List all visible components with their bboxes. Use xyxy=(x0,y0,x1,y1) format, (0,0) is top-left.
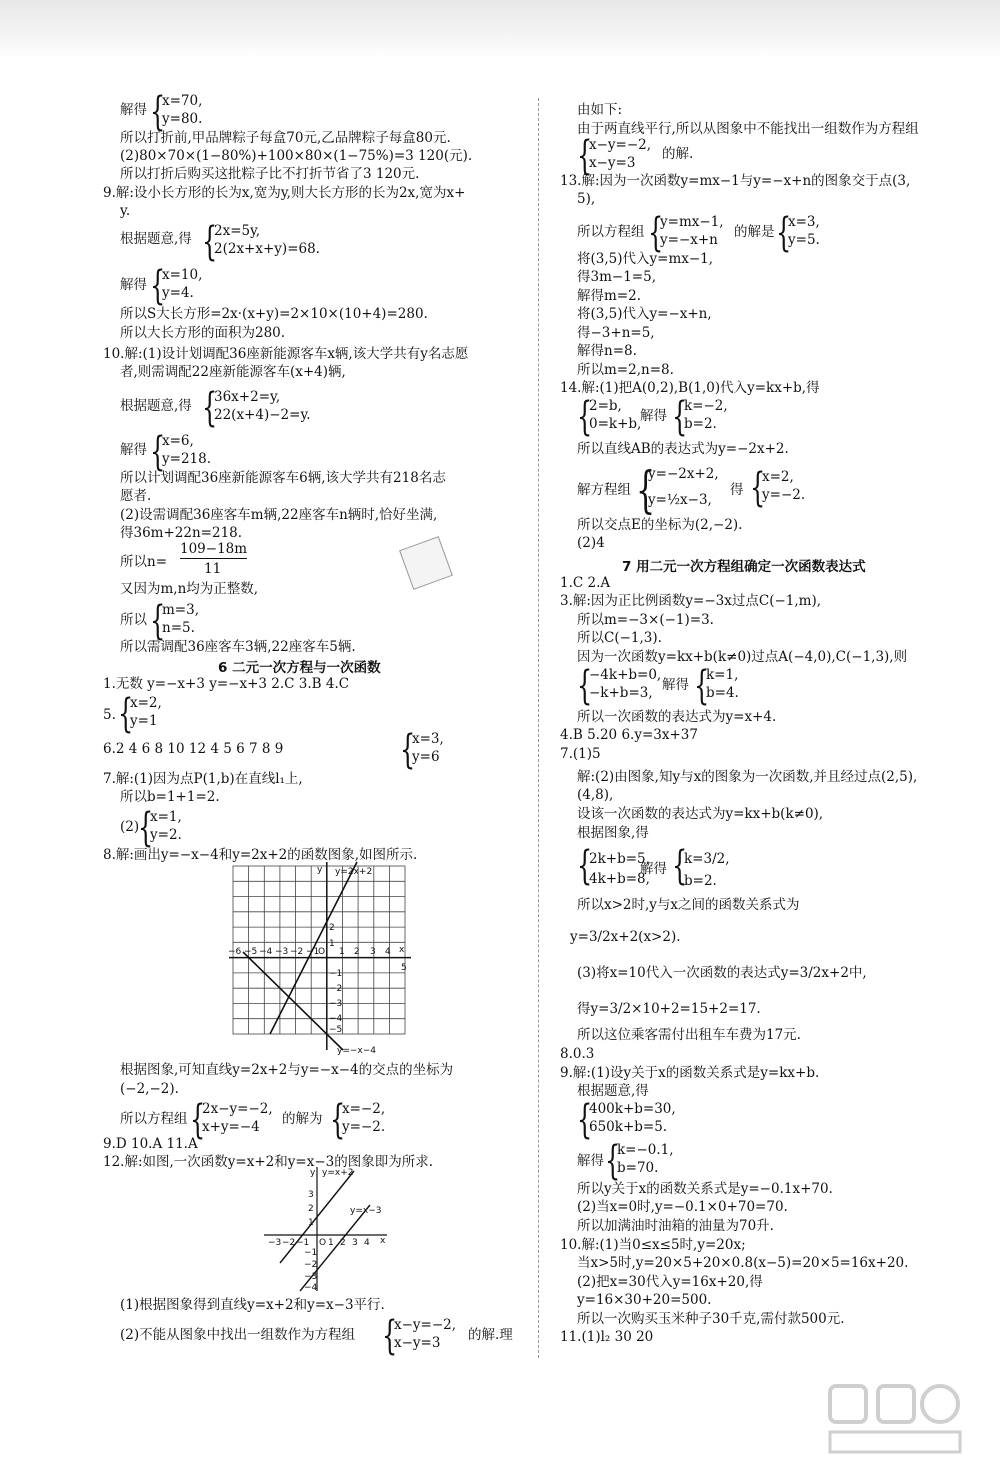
text-line: 解得 xyxy=(120,442,147,458)
text-line: 根据题意,得 xyxy=(120,231,192,247)
text-line: (3)将x=10代入一次函数的表达式y=3/2x+2中, xyxy=(577,965,867,981)
text-line: 由于两直线平行,所以从图象中不能找出一组数作为方程组 xyxy=(577,121,919,137)
graph-1 xyxy=(225,860,415,1055)
text-line: 所以m=−3×(−1)=3. xyxy=(577,612,714,628)
answer-8: 8.0.3 xyxy=(560,1046,595,1062)
svg-text:2: 2 xyxy=(340,1238,346,1248)
text-line: 所以S大长方形=2x·(x+y)=2×10×(10+4)=280. xyxy=(120,306,428,322)
text-line: 根据图象,可知直线y=2x+2与y=−x−4的交点的坐标为 xyxy=(120,1062,454,1078)
svg-text:−5: −5 xyxy=(329,1025,343,1035)
text-line: 所以方程组 xyxy=(577,224,645,240)
svg-text:−3: −3 xyxy=(329,999,343,1009)
svg-text:3: 3 xyxy=(308,1190,314,1200)
text-line: 的解.理 xyxy=(468,1327,513,1343)
answers-1-2: 1.C 2.A xyxy=(560,575,611,591)
text-line: (2)设需调配36座客车m辆,22座客车n辆时,恰好坐满, xyxy=(120,507,438,523)
text-line: 所以大长方形的面积为280. xyxy=(120,325,286,341)
text-line: 所以打折后购买这批粽子比不打折节省了3 120元. xyxy=(120,166,420,182)
svg-text:2: 2 xyxy=(354,947,360,957)
text-line: 所以n= xyxy=(120,554,168,570)
question-3: 3.解:因为正比例函数y=−3x过点C(−1,m), xyxy=(560,593,822,609)
section-title-6: 6 二元一次方程与一次函数 xyxy=(218,660,381,676)
axis-label: x xyxy=(399,945,405,955)
text-line: 解得 xyxy=(120,102,147,118)
question-9: 9.解:设小长方形的长为x,宽为y,则大长方形的长为2x,宽为x+ xyxy=(103,185,466,201)
text-line: 解得 xyxy=(577,1153,604,1169)
text-line: 所以b=1+1=2. xyxy=(120,789,220,805)
svg-text:−2: −2 xyxy=(329,984,343,994)
text-line: (2)不能从图象中找出一组数作为方程组 xyxy=(120,1327,356,1343)
text-line: 根据题意,得 xyxy=(120,398,192,414)
text-line: 得y=3/2×10+2=15+2=17. xyxy=(577,1001,761,1017)
svg-text:−5: −5 xyxy=(244,947,258,957)
graph-label: y=2x+2 xyxy=(335,867,373,877)
svg-text:−4: −4 xyxy=(259,947,273,957)
answer-5: 5. xyxy=(103,707,116,723)
text-line: 解:(2)由图象,知y与x的图象为一次函数,并且经过点(2,5), xyxy=(577,769,918,785)
text-line: 所以这位乘客需付出租车车费为17元. xyxy=(577,1027,801,1043)
text-line: 得−3+n=5, xyxy=(577,325,655,341)
svg-text:2: 2 xyxy=(308,1204,314,1214)
svg-text:x: x xyxy=(380,1236,386,1246)
fraction-numerator: 109−18m xyxy=(180,541,248,557)
text-line: 解得 xyxy=(640,408,667,424)
text-line: 愿者. xyxy=(120,488,152,504)
text-line: 所以x>2时,y与x之间的函数关系式为 xyxy=(577,897,800,913)
text-line: (2)把x=30代入y=16x+20,得 xyxy=(577,1274,763,1290)
svg-text:−4: −4 xyxy=(329,1014,343,1024)
section-title-7: 7 用二元一次方程组确定一次函数表达式 xyxy=(622,559,866,575)
svg-text:2: 2 xyxy=(329,923,335,933)
text-line: y=16×30+20=500. xyxy=(577,1292,712,1308)
text-line: (2)80×70×(1−80%)+100×80×(1−75%)=3 120(元). xyxy=(120,148,473,164)
svg-text:−2: −2 xyxy=(304,1260,318,1270)
line-y-neg-x-minus-4 xyxy=(243,952,343,1050)
text-line: 所以y关于x的函数关系式是y=−0.1x+70. xyxy=(577,1181,833,1197)
svg-text:4: 4 xyxy=(385,947,391,957)
text-line: 解方程组 xyxy=(577,482,631,498)
text-line: 所以 xyxy=(120,612,147,628)
scan-top-band xyxy=(0,0,1000,58)
text-line: 因为一次函数y=kx+b(k≠0)过点A(−4,0),C(−1,3),则 xyxy=(577,649,908,665)
answers-9-11: 9.D 10.A 11.A xyxy=(103,1136,198,1152)
answer-7-1: 7.(1)5 xyxy=(560,746,601,762)
text-line: 解得 xyxy=(640,861,667,877)
svg-text:y: y xyxy=(310,1168,316,1178)
question-12: 12.解:如图,一次函数y=x+2和y=x−3的图象即为所求. xyxy=(103,1154,434,1170)
watermark-logo xyxy=(820,1380,970,1460)
answers-1-4: 1.无数 y=−x+3 y=−x+3 2.C 3.B 4.C xyxy=(103,676,350,692)
text-line: 将(3,5)代入y=mx−1, xyxy=(577,251,714,267)
text-line: 解得 xyxy=(120,277,147,293)
question-10: 10.解:(1)当0≤x≤5时,y=20x; xyxy=(560,1237,746,1253)
question-9: 9.解:(1)设y关于x的函数关系式是y=kx+b. xyxy=(560,1065,820,1081)
question-14: 14.解:(1)把A(0,2),B(1,0)代入y=kx+b,得 xyxy=(560,380,820,396)
text-line: 又因为m,n均为正整数, xyxy=(120,581,259,597)
graph-label: y=−x−4 xyxy=(337,1046,377,1055)
text-line: 根据图象,得 xyxy=(577,825,649,841)
origin-label: O xyxy=(318,947,326,957)
question-8: 8.解:画出y=−x−4和y=2x+2的函数图象,如图所示. xyxy=(103,847,418,863)
svg-text:−3: −3 xyxy=(304,1272,318,1282)
text-line: (2)4 xyxy=(577,535,605,551)
text-line: 的解为 xyxy=(282,1111,323,1127)
text-line: (1)根据图象得到直线y=x+2和y=x−3平行. xyxy=(120,1297,385,1313)
svg-text:−1: −1 xyxy=(306,947,320,957)
svg-text:−1: −1 xyxy=(329,969,343,979)
text-line: 得3m−1=5, xyxy=(577,269,656,285)
svg-text:−3: −3 xyxy=(268,1238,282,1248)
svg-text:3: 3 xyxy=(370,947,376,957)
text-line: 所以交点E的坐标为(2,−2). xyxy=(577,517,743,533)
svg-text:−3: −3 xyxy=(275,947,289,957)
fraction-denominator: 11 xyxy=(204,561,222,577)
text-line: 所以方程组 xyxy=(120,1111,188,1127)
text-line: (2) xyxy=(120,819,140,835)
answer-11: 11.(1)l₂ 30 20 xyxy=(560,1329,654,1345)
axis-label: y xyxy=(317,865,323,875)
svg-text:−6: −6 xyxy=(228,947,242,957)
stamp xyxy=(399,536,453,590)
svg-text:5: 5 xyxy=(401,963,407,973)
svg-text:−4: −4 xyxy=(304,1283,318,1293)
text-line: 的解. xyxy=(662,146,694,162)
svg-text:1: 1 xyxy=(329,939,335,949)
svg-text:4: 4 xyxy=(364,1238,370,1248)
text-line: (2)当x=0时,y=−0.1×0+70=70. xyxy=(577,1199,788,1215)
svg-text:−1: −1 xyxy=(296,1238,310,1248)
question-13: 13.解:因为一次函数y=mx−1与y=−x+n的图象交于点(3, xyxy=(560,173,911,189)
text-line: y=3/2x+2(x>2). xyxy=(570,929,681,945)
text-line: 所以一次购买玉米种子30千克,需付款500元. xyxy=(577,1311,845,1327)
text-line: 根据题意,得 xyxy=(577,1083,649,1099)
text-line: 所以C(−1,3). xyxy=(577,630,662,646)
svg-text:1: 1 xyxy=(308,1218,314,1228)
text-line: (4,8), xyxy=(577,787,614,803)
text-line: 者,则需调配22座新能源客车(x+4)辆, xyxy=(120,364,346,380)
text-line: 设该一次函数的表达式为y=kx+b(k≠0), xyxy=(577,806,824,822)
graph-2 xyxy=(262,1163,392,1293)
svg-text:y=x+2: y=x+2 xyxy=(322,1168,354,1178)
text-line: 所以计划调配36座新能源客车6辆,该大学共有218名志 xyxy=(120,470,446,486)
text-line: 解得m=2. xyxy=(577,288,641,304)
column-divider xyxy=(538,98,539,1358)
text-line: 得36m+22n=218. xyxy=(120,525,243,541)
svg-text:−2: −2 xyxy=(290,947,304,957)
svg-text:O: O xyxy=(319,1238,327,1248)
text-line: 所以m=2,n=8. xyxy=(577,362,674,378)
answer-6: 6.2 4 6 8 10 12 4 5 6 7 8 9 xyxy=(103,741,284,757)
text-line: 解得n=8. xyxy=(577,343,637,359)
question-10: 10.解:(1)设计划调配36座新能源客车x辆,该大学共有y名志愿 xyxy=(103,346,469,362)
svg-text:y=x−3: y=x−3 xyxy=(350,1206,382,1216)
text-line: 5), xyxy=(577,191,596,207)
text-line: 解得 xyxy=(662,677,689,693)
text-line: 所以一次函数的表达式为y=x+4. xyxy=(577,709,777,725)
text-line: 所以加满油时油箱的油量为70升. xyxy=(577,1218,774,1234)
svg-text:1: 1 xyxy=(328,1238,334,1248)
text-line: 当x>5时,y=20×5+20×0.8(x−5)=20×5=16x+20. xyxy=(577,1255,909,1271)
text-line: 所以需调配36座客车3辆,22座客车5辆. xyxy=(120,639,356,655)
svg-text:−2: −2 xyxy=(282,1238,296,1248)
text-line: 得 xyxy=(730,482,744,498)
svg-text:−1: −1 xyxy=(304,1248,318,1258)
text-line: 的解是 xyxy=(734,224,775,240)
text-line: 将(3,5)代入y=−x+n, xyxy=(577,306,712,322)
answers-4-6: 4.B 5.20 6.y=3x+37 xyxy=(560,727,698,743)
text-line: y. xyxy=(120,203,131,219)
text-line: (−2,−2). xyxy=(120,1081,179,1097)
text-line: 由如下: xyxy=(577,102,623,118)
svg-text:3: 3 xyxy=(352,1238,358,1248)
question-7: 7.解:(1)因为点P(1,b)在直线l₁上, xyxy=(103,771,303,787)
text-line: 所以直线AB的表达式为y=−2x+2. xyxy=(577,441,789,457)
svg-text:1: 1 xyxy=(339,947,345,957)
text-line: 所以打折前,甲品牌粽子每盒70元,乙品牌粽子每盒80元. xyxy=(120,130,451,146)
